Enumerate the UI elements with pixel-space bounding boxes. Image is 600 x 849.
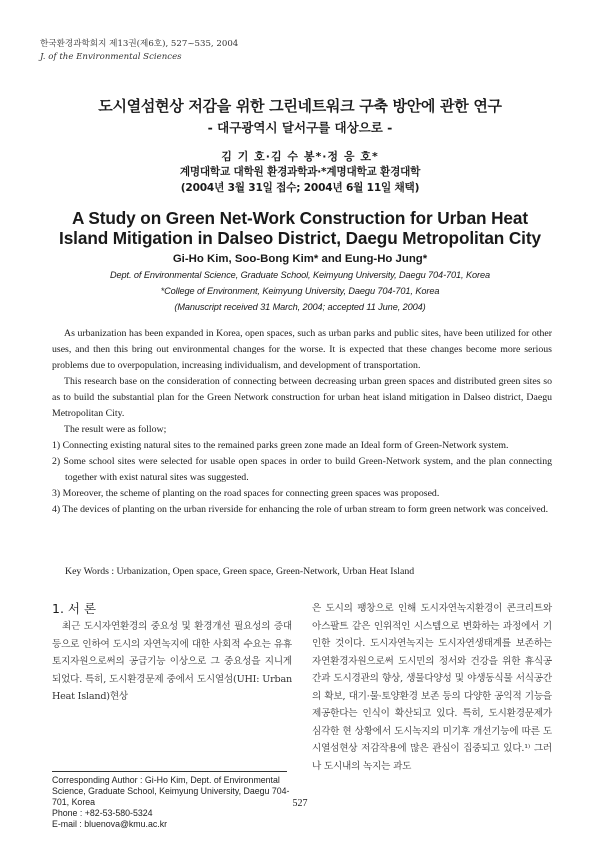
body-right-text: 은 도시의 팽창으로 인해 도시자연녹지환경이 콘크리트와 아스팔트 같은 인위적인 시스템으로 변화하는 과정에서 기인한 것이다. 도시자연녹지는 도시자연생태계를 보존하는 자연환경자원으로써 도시민의 정서와 건강을 위한 휴식공간과 도시경관의 향상, 생물다양성 및 야생동식물 서식공간의 확보, 대기·물·토양환경 보존 등의 다양한 공익적 기능을 제공한다는 인식이 확산되고 있다. 특히, 도시환경문제가 심각한 현 상황에서 도시녹지의 미기후 개선기능에 따른 도시열섬현상 저감작용에 많은 관심이 집중되고 있다.¹⁾ 그러나 도시내의 녹지는 과도 xyxy=(312,603,552,772)
journal-name-en: J. of the Environmental Sciences xyxy=(40,52,182,62)
corresponding-author: Corresponding Author : Gi-Ho Kim, Dept. of Environmental Science, Graduate School, Keimyung University, Daegu 704-701, Korea xyxy=(52,775,290,807)
abstract-paragraph-3: The result were as follow; xyxy=(64,424,167,435)
abstract xyxy=(52,326,552,518)
korean-authors: 김 기 호·김 수 봉*·정 응 호* xyxy=(221,150,379,163)
journal-citation-kr: 한국환경과학회지 제13권(제6호), 527~535, 2004 xyxy=(40,39,239,49)
korean-title: 도시열섬현상 저감을 위한 그린네트워크 구축 방안에 관한 연구 xyxy=(98,97,502,115)
english-dates: (Manuscript received 31 March, 2004; accepted 11 June, 2004) xyxy=(174,302,426,312)
phone: Phone : +82-53-580-5324 xyxy=(52,808,153,818)
result-item-1: 1) Connecting existing natural sites to the remained parks green zone made an Ideal form of Green-Network system. xyxy=(52,440,509,451)
english-affiliation-1: Dept. of Environmental Science, Graduate School, Keimyung University, Daegu 704-701, Korea xyxy=(110,270,490,280)
english-title-line-1: A Study on Green Net-Work Construction for Urban Heat xyxy=(72,208,528,228)
korean-affiliation: 계명대학교 대학원 환경과학과·*계명대학교 환경대학 xyxy=(179,166,421,178)
english-affiliation-2: *College of Environment, Keimyung University, Daegu 704-701, Korea xyxy=(160,286,440,296)
abstract-paragraph-1: As urbanization has been expanded in Korea, open spaces, such as urban parks and public sites, have been utilized for other uses, and then this bring out environmental changes for the worse. It is expected that these changes become more serious problems due to overpopulation, increasing individualism, and development of transportation. xyxy=(52,328,552,371)
footnote-divider xyxy=(52,771,287,772)
section-heading: 1. 서 론 xyxy=(52,601,97,616)
body-left-column xyxy=(52,618,292,706)
body-left-text: 최근 도시자연환경의 중요성 및 환경개선 필요성의 증대 등으로 인하여 도시의 자연녹지에 대한 사회적 수요는 유휴토지자원으로써의 공급기능 이상으로 그 중요성을 지니게 되었다. 특히, 도시환경문제 중에서 도시열섬(UHI: Urban Heat Island)현상 xyxy=(52,621,292,702)
korean-subtitle: - 대구광역시 달서구를 대상으로 - xyxy=(207,120,393,135)
body-right-column xyxy=(312,600,552,775)
result-item-2: 2) Some school sites were selected for usable open spaces in order to build Green-Network system, and the plan connecting together with exist natural sites was suggested. xyxy=(52,456,552,483)
email: E-mail : bluenova@kmu.ac.kr xyxy=(52,819,168,829)
keywords: Key Words : Urbanization, Open space, Green space, Green-Network, Urban Heat Island xyxy=(65,566,415,577)
result-item-4: 4) The devices of planting on the urban riverside for enhancing the role of urban stream to form green network was conceived. xyxy=(52,504,549,515)
abstract-paragraph-2: This research base on the consideration of connecting between decreasing urban green spaces and distributed green sites so as to build the substantial plan for the Green Network construction for urban heat island mitigation in Dalseo district, Daegu Metropolitan City. xyxy=(52,376,552,419)
page-number: 527 xyxy=(292,798,308,809)
english-authors: Gi-Ho Kim, Soo-Bong Kim* and Eung-Ho Jung* xyxy=(172,253,428,265)
english-title-line-2: Island Mitigation in Dalseo District, Daegu Metropolitan City xyxy=(59,228,541,248)
result-item-3: 3) Moreover, the scheme of planting on the road spaces for connecting green spaces was proposed. xyxy=(52,488,440,499)
korean-dates: (2004년 3월 31일 접수; 2004년 6월 11일 채택) xyxy=(180,182,420,194)
